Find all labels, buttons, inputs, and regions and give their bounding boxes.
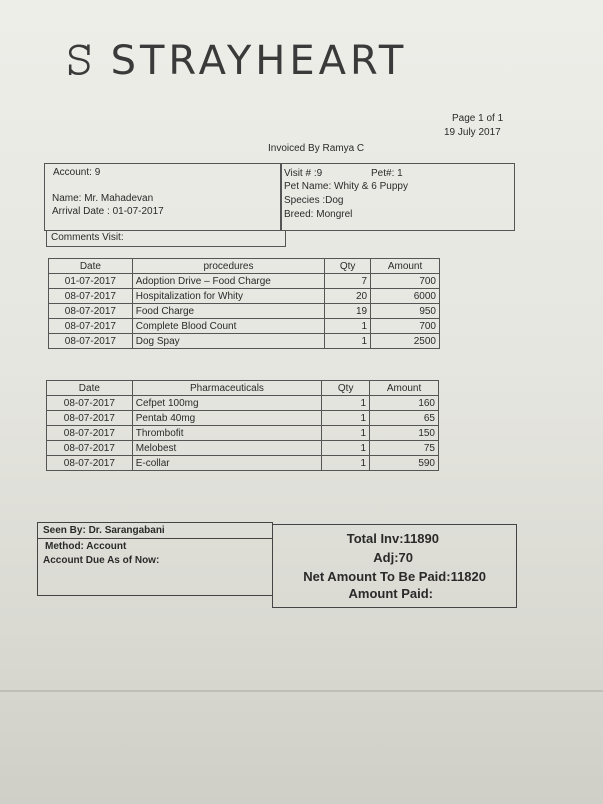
total-invoice: Total Inv:11890: [346, 531, 439, 546]
column-header-qty: Qty: [322, 381, 370, 396]
row-description: Adoption Drive – Food Charge: [132, 274, 324, 289]
row-date: 08-07-2017: [47, 456, 133, 471]
row-qty: 19: [325, 304, 371, 319]
row-amount: 590: [370, 456, 439, 471]
row-qty: 1: [322, 456, 370, 471]
row-date: 08-07-2017: [49, 334, 133, 349]
row-date: 08-07-2017: [47, 396, 133, 411]
row-description: Hospitalization for Whity: [132, 289, 324, 304]
row-amount: 65: [370, 411, 439, 426]
table-row: [47, 441, 439, 456]
totals-box: [272, 524, 517, 608]
pet-name: Pet Name: Whity & 6 Puppy: [284, 181, 408, 192]
column-header-amount: Amount: [370, 381, 439, 396]
table-header-row: [49, 259, 440, 274]
row-date: 08-07-2017: [47, 411, 133, 426]
brand-mark-icon: ꕶ: [66, 36, 93, 85]
row-date: 08-07-2017: [47, 426, 133, 441]
column-header-procedures: procedures: [132, 259, 324, 274]
row-amount: 700: [371, 274, 440, 289]
page-number: Page 1 of 1: [452, 113, 504, 124]
table-row: [49, 319, 440, 334]
brand-logo: [66, 36, 408, 85]
column-header-qty: Qty: [325, 259, 371, 274]
column-header-date: Date: [47, 381, 133, 396]
row-date: 08-07-2017: [49, 304, 133, 319]
row-date: 08-07-2017: [49, 319, 133, 334]
row-description: Complete Blood Count: [132, 319, 324, 334]
row-amount: 75: [370, 441, 439, 456]
arrival-date: Arrival Date : 01-07-2017: [52, 206, 164, 217]
row-amount: 2500: [371, 334, 440, 349]
amount-paid: Amount Paid:: [348, 586, 433, 601]
row-qty: 1: [322, 411, 370, 426]
table-row: [49, 334, 440, 349]
comments-label: Comments Visit:: [51, 232, 124, 243]
row-amount: 6000: [371, 289, 440, 304]
table-row: [47, 411, 439, 426]
table-header-row: [47, 381, 439, 396]
owner-name: Name: Mr. Mahadevan: [52, 193, 154, 204]
column-header-pharmaceuticals: Pharmaceuticals: [132, 381, 322, 396]
adjustment: Adj:70: [373, 550, 413, 565]
pharmaceuticals-table: [46, 380, 439, 471]
table-row: [49, 304, 440, 319]
procedures-table: [48, 258, 440, 349]
seen-by-box: [37, 522, 273, 596]
row-date: 08-07-2017: [47, 441, 133, 456]
visit-number: Visit # :9: [284, 168, 323, 179]
row-amount: 700: [371, 319, 440, 334]
row-qty: 1: [325, 334, 371, 349]
row-amount: 950: [371, 304, 440, 319]
comments-box: [46, 230, 286, 247]
row-amount: 150: [370, 426, 439, 441]
account-number: Account: 9: [53, 167, 101, 178]
row-qty: 20: [325, 289, 371, 304]
row-qty: 7: [325, 274, 371, 289]
net-amount: Net Amount To Be Paid:11820: [303, 569, 486, 584]
row-description: E-collar: [132, 456, 322, 471]
invoice-date: 19 July 2017: [444, 127, 501, 138]
pet-info-box: [280, 163, 515, 231]
column-header-date: Date: [49, 259, 133, 274]
row-qty: 1: [325, 319, 371, 334]
payment-method: Method: Account: [45, 541, 127, 552]
row-description: Dog Spay: [132, 334, 324, 349]
species: Species :Dog: [284, 195, 344, 206]
row-amount: 160: [370, 396, 439, 411]
account-due: Account Due As of Now:: [43, 555, 160, 566]
row-description: Melobest: [132, 441, 322, 456]
table-row: [47, 396, 439, 411]
table-row: [49, 289, 440, 304]
brand-name: STRAYHEART: [110, 38, 408, 84]
row-description: Thrombofit: [132, 426, 322, 441]
breed: Breed: Mongrel: [284, 209, 353, 220]
pet-number: Pet#: 1: [371, 168, 403, 179]
row-qty: 1: [322, 441, 370, 456]
table-row: [47, 426, 439, 441]
row-description: Pentab 40mg: [132, 411, 322, 426]
row-date: 01-07-2017: [49, 274, 133, 289]
row-qty: 1: [322, 426, 370, 441]
row-description: Food Charge: [132, 304, 324, 319]
account-info-box: [44, 163, 282, 231]
column-header-amount: Amount: [371, 259, 440, 274]
row-description: Cefpet 100mg: [132, 396, 322, 411]
paper-fold-line: [0, 690, 603, 692]
table-row: [49, 274, 440, 289]
row-date: 08-07-2017: [49, 289, 133, 304]
seen-by-divider: [38, 538, 272, 539]
seen-by: Seen By: Dr. Sarangabani: [43, 525, 165, 536]
invoiced-by: Invoiced By Ramya C: [268, 143, 365, 154]
row-qty: 1: [322, 396, 370, 411]
table-row: [47, 456, 439, 471]
